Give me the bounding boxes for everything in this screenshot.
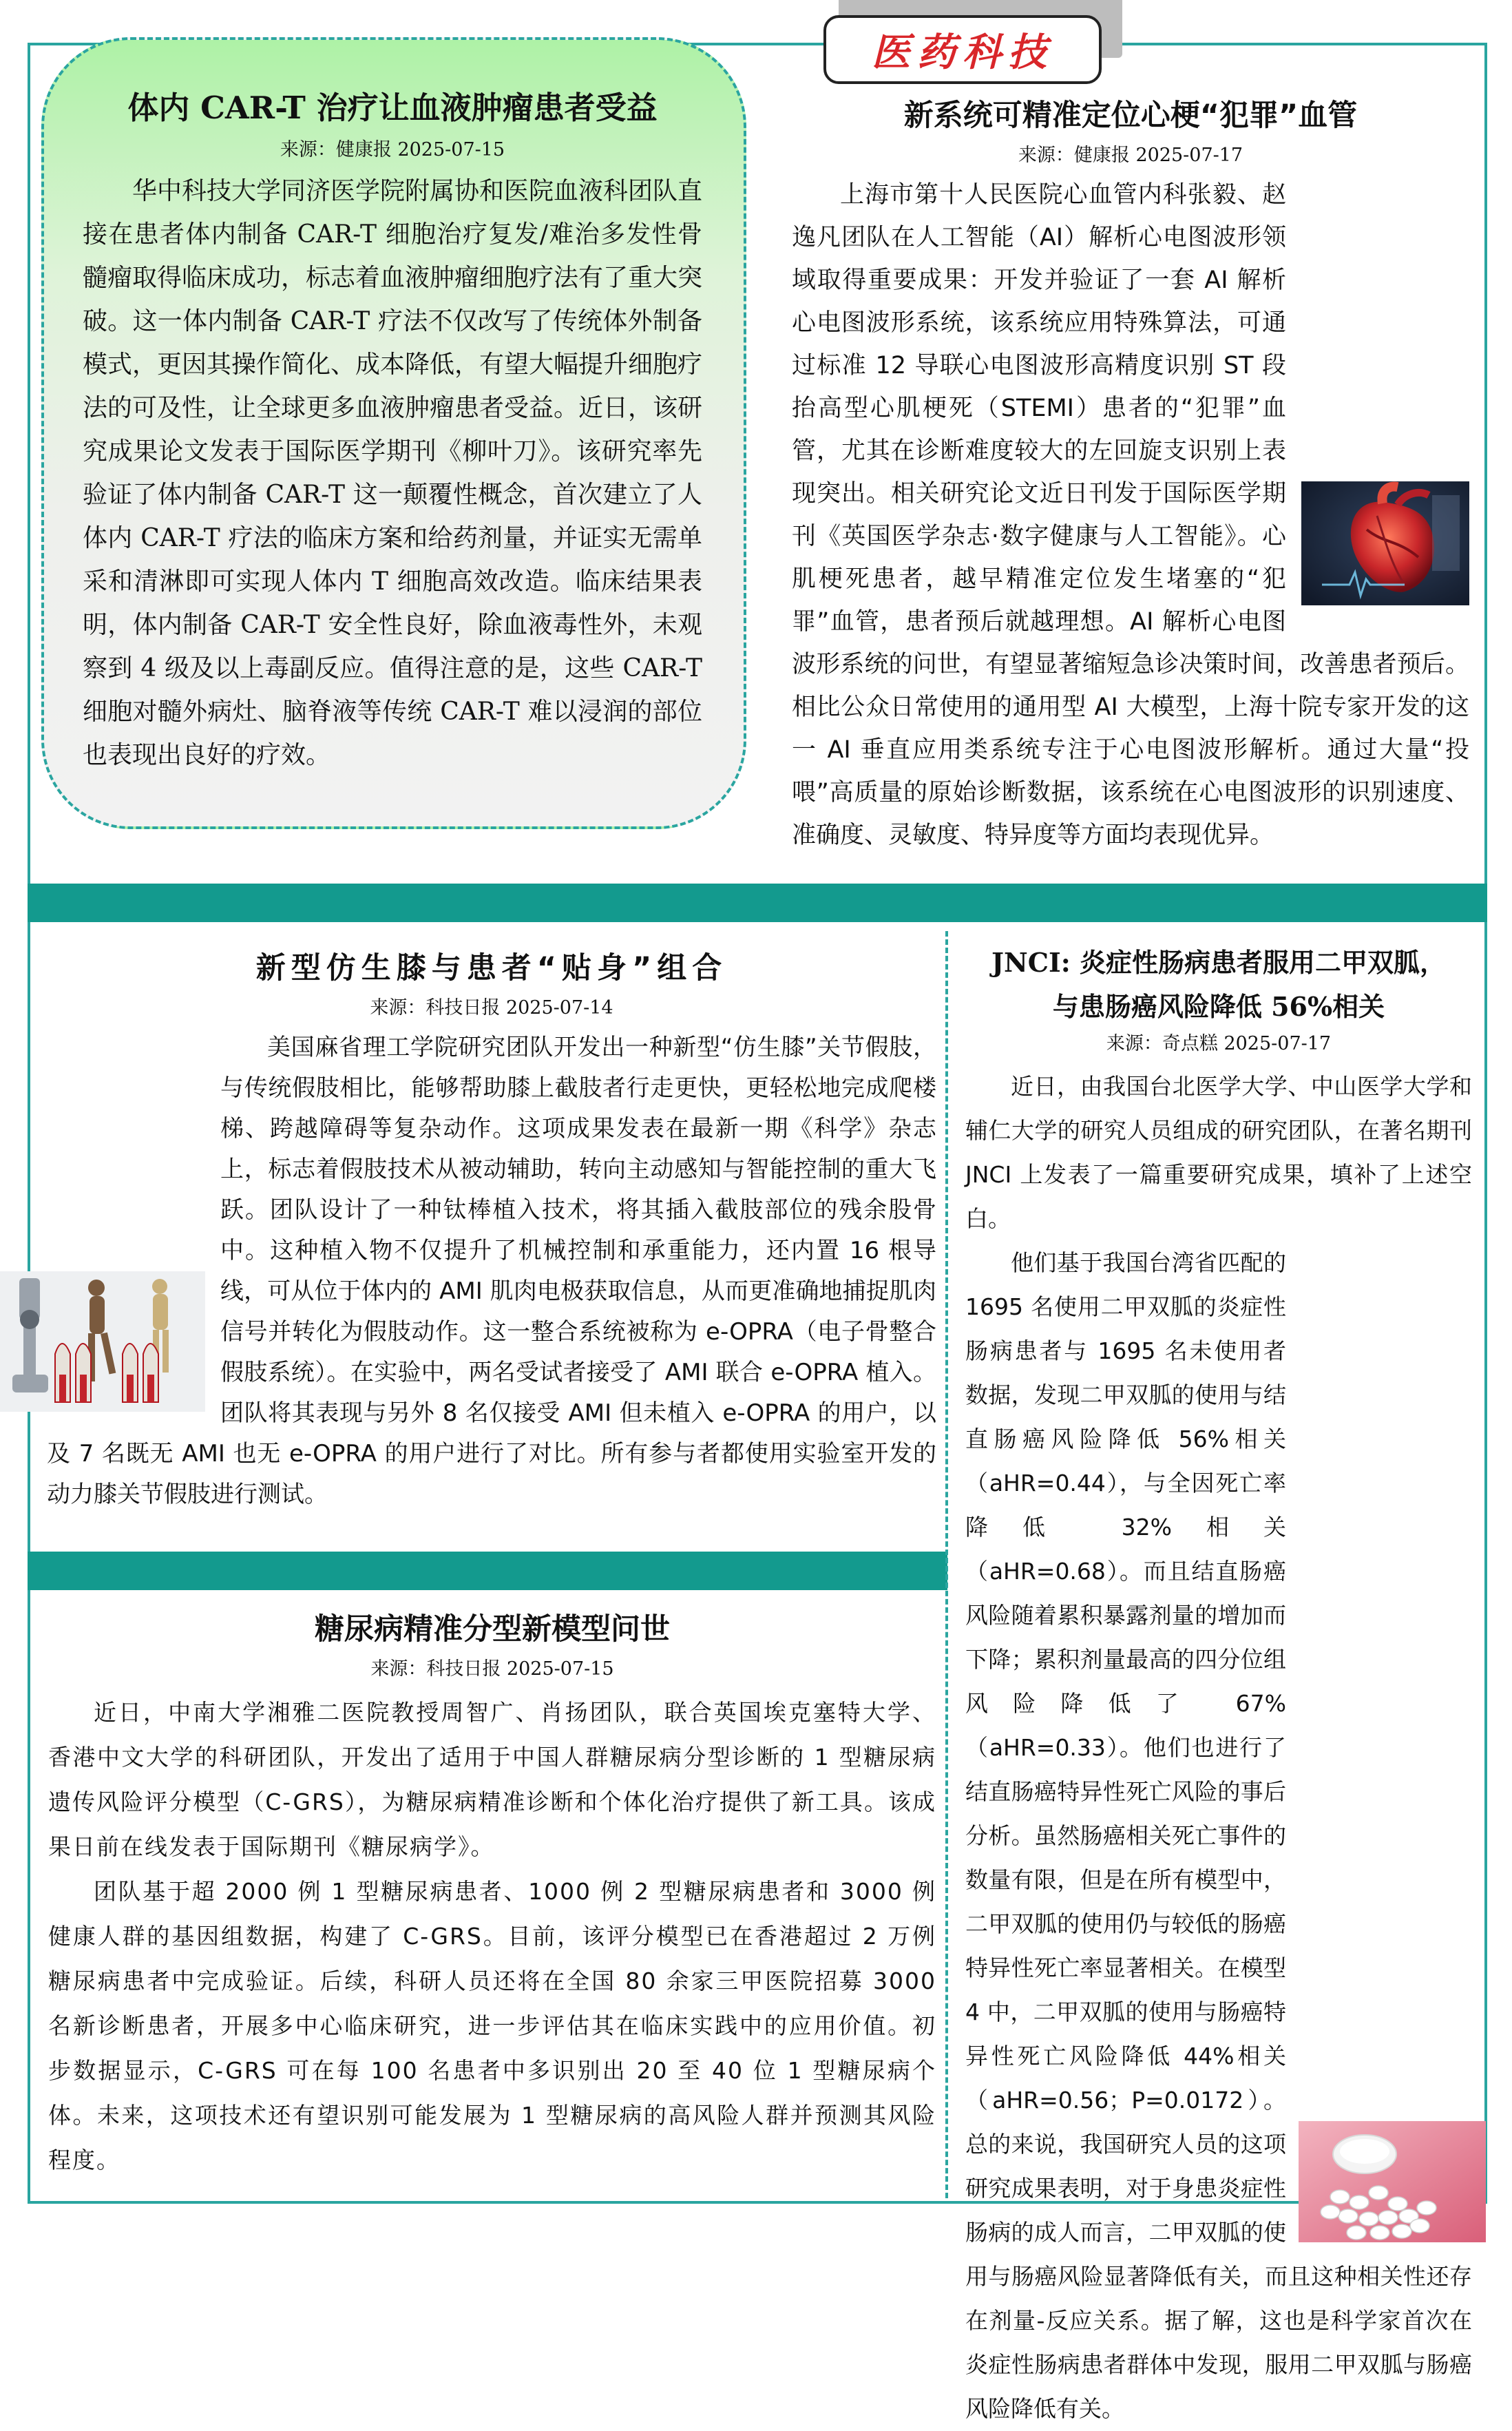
car-t-source: 来源：健康报 2025-07-15: [280, 139, 505, 160]
prosthetic-knee-icon: [0, 1271, 205, 1412]
section-divider-band-left: [28, 1552, 947, 1590]
jnci-paragraph-1: 近日，由我国台北医学大学、中山医学大学和辅仁大学的研究人员组成的研究团队，在著名期刊 JNCI 上发表了一篇重要研究成果，填补了上述空白。: [965, 1073, 1472, 1232]
ecg-title: 新系统可精准定位心梗“犯罪”血管: [903, 98, 1358, 133]
ecg-article: [792, 91, 1469, 857]
car-t-article: [83, 83, 702, 777]
jnci-paragraph-2-text: 他们基于我国台湾省匹配的 1695 名使用二甲双胍的炎症性肠病患者与 1695 名未使用者数据，发现二甲双胍的使用与结直肠癌风险降低 56%相关（aHR=0.44），与全因死亡率降低 32%相关（aHR=0.68）。而且结直肠癌风险随着累积暴露剂量的增加而下降；累积剂量最高的四分位组风险降低了 67%（aHR=0.33）。他们也进行了结直肠癌特异性死亡风险的事后分析。虽然肠癌相关死亡事件的数量有限，但是在所有模型中，二甲双胍的使用仍与较低的肠癌特异性死亡率显著相关。在模型 4 中，二甲双胍的使用与肠癌特异性死亡风险降低 44%相关（aHR=0.56；P=0.0172）。总的来说，我国研究人员的这项研究成果表明，对于身患炎症性肠病的成人而言，二甲双胍的使用与肠癌风险显著降低有关，而且这种相关性还存在剂量-反应关系。据了解，这也是科学家首次在炎症性肠病患者群体中发现，服用二甲双胍与肠癌风险降低有关。: [965, 1249, 1472, 2422]
jnci-title-line-1: JNCI: 炎症性肠病患者服用二甲双胍，: [991, 947, 1446, 978]
column-tag-label: 医药科技: [872, 30, 1053, 75]
diabetes-title: 糖尿病精准分型新模型问世: [315, 1612, 670, 1647]
diabetes-paragraph-1: 近日，中南大学湘雅二医院教授周智广、肖扬团队，联合英国埃克塞特大学、香港中文大学的科研团队，开发出了适用于中国人群糖尿病分型诊断的 1 型糖尿病遗传风险评分模型（C-GRS），为糖尿病精准诊断和个体化治疗提供了新工具。该成果日前在线发表于国际期刊《糖尿病学》。: [48, 1699, 936, 1860]
jnci-source: 来源：奇点糕 2025-07-17: [1106, 1033, 1332, 1054]
jnci-paragraph-2: [965, 1241, 1472, 2431]
pills-icon: [1299, 2121, 1486, 2242]
column-divider: [945, 931, 948, 2198]
diabetes-article: [48, 1605, 936, 2182]
knee-title: 新型仿生膝与患者“贴身”组合: [255, 951, 728, 985]
pills-image: [1299, 2121, 1486, 2242]
car-t-body: 华中科技大学同济医学院附属协和医院血液科团队直接在患者体内制备 CAR-T 细胞治疗复发/难治多发性骨髓瘤取得临床成功，标志着血液肿瘤细胞疗法有了重大突破。这一体内制备 CAR-T 疗法不仅改写了传统体外制备模式，更因其操作简化、成本降低，有望大幅提升细胞疗法的可及性，让全球更多血液肿瘤患者受益。近日，该研究成果论文发表于国际医学期刊《柳叶刀》。该研究率先验证了体内制备 CAR-T 这一颠覆性概念，首次建立了人体内 CAR-T 疗法的临床方案和给药剂量，并证实无需单采和清淋即可实现人体内 T 细胞高效改造。临床结果表明，体内制备 CAR-T 安全性良好，除血液毒性外，未观察到 4 级及以上毒副反应。值得注意的是，这些 CAR-T 细胞对髓外病灶、脑脊液等传统 CAR-T 难以浸润的部位也表现出良好的疗效。: [83, 177, 703, 769]
heart-image: [1301, 481, 1469, 605]
section-divider-band: [28, 884, 1487, 922]
ecg-body: [792, 174, 1469, 857]
jnci-title-line-2: 与患肠癌风险降低 56%相关: [1052, 991, 1385, 1022]
knee-article: [47, 943, 936, 1515]
diabetes-paragraph-2: 团队基于超 2000 例 1 型糖尿病患者、1000 例 2 型糖尿病患者和 3000 例健康人群的基因组数据，构建了 C-GRS。目前，该评分模型已在香港超过 2 万例糖尿病患者中完成验证。后续，科研人员还将在全国 80 余家三甲医院招募 3000 名新诊断患者，开展多中心临床研究，进一步评估其在临床实践中的应用价值。初步数据显示，C-GRS 可在每 100 名患者中多识别出 20 至 40 位 1 型糖尿病个体。未来，这项技术还有望识别可能发展为 1 型糖尿病的高风险人群并预测其风险程度。: [48, 1878, 936, 2173]
ecg-body-text: 上海市第十人民医院心血管内科张毅、赵逸凡团队在人工智能（AI）解析心电图波形领域取得重要成果：开发并验证了一套 AI 解析心电图波形系统，该系统应用特殊算法，可通过标准 12 导联心电图波形高精度识别 ST 段抬高型心肌梗死（STEMI）患者的“犯罪”血管，尤其在诊断难度较大的左回旋支识别上表现突出。相关研究论文近日刊发于国际医学期刊《英国医学杂志·数字健康与人工智能》。心肌梗死患者，越早精准定位发生堵塞的“犯罪”血管，患者预后就越理想。AI 解析心电图波形系统的问世，有望显著缩短急诊决策时间，改善患者预后。相比公众日常使用的通用型 AI 大模型，上海十院专家开发的这一 AI 垂直应用类系统专注于心电图波形解析。通过大量“投喂”高质量的原始诊断数据，该系统在心电图波形的识别速度、准确度、灵敏度、特异度等方面均表现优异。: [792, 181, 1469, 849]
heart-icon: [1301, 481, 1469, 605]
knee-body: [47, 1027, 936, 1515]
knee-source: 来源：科技日报 2025-07-14: [370, 997, 613, 1019]
jnci-article: [965, 941, 1472, 2431]
prosthesis-image: [0, 1271, 205, 1412]
diabetes-source: 来源：科技日报 2025-07-15: [370, 1658, 614, 1680]
car-t-title: 体内 CAR-T 治疗让血液肿瘤患者受益: [127, 90, 658, 126]
column-tag: [823, 15, 1102, 84]
ecg-source: 来源：健康报 2025-07-17: [1018, 145, 1243, 166]
knee-body-text: 美国麻省理工学院研究团队开发出一种新型“仿生膝”关节假肢，与传统假肢相比，能够帮助膝上截肢者行走更快，更轻松地完成爬楼梯、跨越障碍等复杂动作。这项成果发表在最新一期《科学》杂志上，标志着假肢技术从被动辅助，转向主动感知与智能控制的重大飞跃。团队设计了一种钛棒植入技术，将其插入截肢部位的残余股骨中。这种植入物不仅提升了机械控制和承重能力，还内置 16 根导线，可从位于体内的 AMI 肌肉电极获取信息，从而更准确地捕捉肌肉信号并转化为假肢动作。这一整合系统被称为 e-OPRA（电子骨整合假肢系统）。在实验中，两名受试者接受了 AMI 联合 e-OPRA 植入。团队将其表现与另外 8 名仅接受 AMI 但未植入 e-OPRA 的用户，以及 7 名既无 AMI 也无 e-OPRA 的用户进行了对比。所有参与者都使用实验室开发的动力膝关节假肢进行测试。: [47, 1034, 936, 1508]
